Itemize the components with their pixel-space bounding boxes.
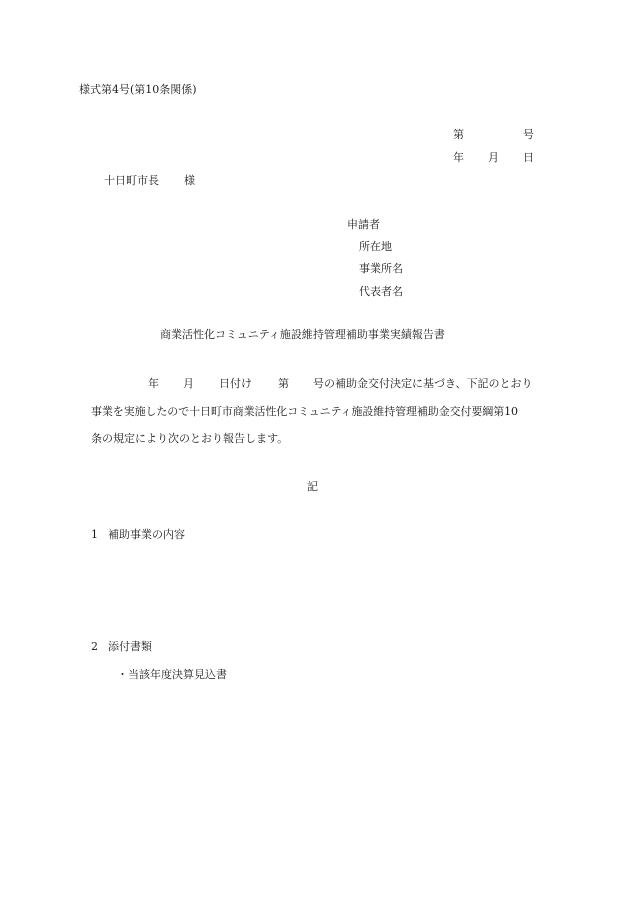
date-day-label: 日 [523, 151, 534, 164]
document-title: 商業活性化コミュニティ施設維持管理補助事業実績報告書 [160, 328, 445, 341]
body-dated-label: 日付け [219, 377, 252, 390]
attachment-item: ・当該年度決算見込書 [117, 668, 227, 681]
date-month-label: 月 [488, 151, 499, 164]
document-number-suffix: 号 [523, 128, 534, 141]
body-line2-text: 事業を実施したので十日町市商業活性化コミュニティ施設維持管理補助金交付要綱第10 [91, 405, 518, 418]
applicant-address-label: 所在地 [359, 240, 392, 253]
body-line3-text: 条の規定により次のとおり報告します。 [91, 432, 289, 445]
section-2-title: 添付書類 [108, 640, 152, 653]
applicant-heading: 申請者 [347, 218, 380, 231]
section-1-title: 補助事業の内容 [108, 528, 185, 541]
addressee-honorific: 様 [184, 174, 195, 187]
body-year-label: 年 [148, 377, 159, 390]
date-year-label: 年 [453, 151, 464, 164]
body-line1-text: 号の補助金交付決定に基づき、下記のとおり [313, 377, 533, 390]
section-2-number: 2 [91, 640, 98, 653]
form-number-label: 様式第4号(第10条関係) [79, 83, 197, 96]
section-1-number: 1 [91, 528, 98, 541]
document-number-prefix: 第 [453, 128, 464, 141]
applicant-representative-label: 代表者名 [359, 285, 403, 298]
addressee-title: 十日町市長 [104, 174, 159, 187]
body-number-prefix: 第 [278, 377, 289, 390]
applicant-business-label: 事業所名 [359, 262, 403, 275]
ki-heading: 記 [307, 480, 318, 493]
body-month-label: 月 [183, 377, 194, 390]
